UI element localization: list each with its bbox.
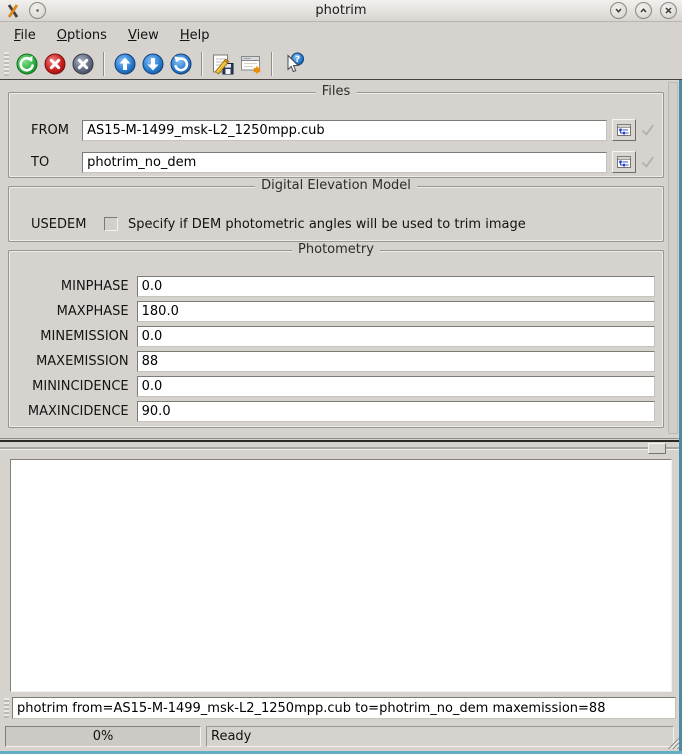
- whats-this-icon: [281, 52, 305, 76]
- minemission-label: MINEMISSION: [40, 328, 129, 344]
- toolbar: [0, 48, 682, 79]
- maxemission-label: MAXEMISSION: [36, 353, 129, 369]
- toolbar-separator: [271, 52, 273, 76]
- maxincidence-row: [17, 400, 655, 422]
- arrow-up-icon: [113, 52, 137, 76]
- minincidence-input[interactable]: [137, 376, 655, 397]
- from-label: FROM: [31, 122, 69, 138]
- reset-button[interactable]: [167, 50, 195, 78]
- arrow-down-icon: [141, 52, 165, 76]
- menu-view[interactable]: View: [127, 28, 159, 43]
- app-x11-icon: [5, 3, 21, 19]
- commandline-grip[interactable]: [4, 698, 9, 718]
- toolbar-separator: [103, 52, 105, 76]
- from-row: [31, 119, 657, 141]
- file-navigator-icon: [616, 154, 632, 170]
- to-row: [31, 151, 657, 173]
- minincidence-row: [17, 375, 655, 397]
- maxphase-label: MAXPHASE: [56, 303, 129, 319]
- menubar: [0, 23, 682, 48]
- minphase-label: MINPHASE: [60, 278, 129, 294]
- file-navigator-icon: [616, 122, 632, 138]
- whats-this-button[interactable]: [279, 50, 307, 78]
- save-log-button[interactable]: [209, 50, 237, 78]
- minimize-button[interactable]: [610, 2, 627, 19]
- window-menu-button[interactable]: [29, 2, 46, 19]
- titlebar[interactable]: [0, 0, 682, 22]
- svg-text:?: ?: [294, 54, 301, 65]
- maxphase-row: [17, 300, 655, 322]
- next-history-button[interactable]: [139, 50, 167, 78]
- close-window-button[interactable]: [660, 2, 677, 19]
- menu-help[interactable]: Help: [179, 28, 210, 43]
- chevron-down-icon: [613, 5, 624, 16]
- usedem-label: USEDEM: [31, 216, 87, 232]
- progress-bar: 0%: [5, 726, 201, 747]
- previous-history-button[interactable]: [111, 50, 139, 78]
- stop-icon: [43, 52, 67, 76]
- run-icon: [15, 52, 39, 76]
- commandline-zone: [0, 694, 682, 722]
- log-output[interactable]: [10, 459, 672, 692]
- maxemission-row: [17, 350, 655, 372]
- usedem-description: Specify if DEM photometric angles will be used to trim image: [128, 216, 526, 232]
- from-browse-button[interactable]: [612, 119, 637, 141]
- to-input[interactable]: [82, 152, 607, 173]
- log-zone: [0, 457, 682, 694]
- chevron-up-icon: [638, 5, 649, 16]
- run-button[interactable]: [13, 50, 41, 78]
- close-gui-button[interactable]: [69, 50, 97, 78]
- maxemission-input[interactable]: [137, 351, 655, 372]
- splitter-bar: [0, 440, 682, 442]
- dem-group: [8, 178, 664, 242]
- files-group: [8, 84, 664, 178]
- close-circle-icon: [71, 52, 95, 76]
- usedem-checkbox[interactable]: [104, 217, 118, 231]
- maxincidence-input[interactable]: [137, 401, 655, 422]
- splitter: [0, 439, 682, 457]
- dot-icon: [33, 6, 42, 15]
- status-message: Ready: [206, 726, 674, 747]
- window-title: photrim: [315, 3, 367, 18]
- maxincidence-label: MAXINCIDENCE: [27, 403, 129, 419]
- new-log-window-button[interactable]: [237, 50, 265, 78]
- minemission-input[interactable]: [137, 326, 655, 347]
- splitter-handle[interactable]: [648, 443, 666, 454]
- maximize-button[interactable]: [635, 2, 652, 19]
- minincidence-label: MININCIDENCE: [32, 378, 129, 394]
- dem-group-title: Digital Elevation Model: [255, 178, 417, 193]
- splitter-groove: [0, 447, 682, 449]
- statusbar: [0, 722, 682, 751]
- save-edit-icon: [211, 52, 235, 76]
- photometry-group: [8, 242, 664, 428]
- stop-button[interactable]: [41, 50, 69, 78]
- usedem-row: [31, 213, 657, 235]
- toolbar-grip[interactable]: [4, 52, 9, 76]
- from-valid-check-icon: [639, 121, 657, 139]
- parameter-scrollbar[interactable]: [668, 82, 678, 434]
- minphase-input[interactable]: [137, 276, 655, 297]
- close-icon: [663, 5, 674, 16]
- maxphase-input[interactable]: [137, 301, 655, 322]
- to-label: TO: [31, 154, 50, 170]
- to-browse-button[interactable]: [612, 151, 637, 173]
- window-asterisk-icon: [239, 52, 263, 76]
- minemission-row: [17, 325, 655, 347]
- commandline-input[interactable]: [12, 697, 676, 719]
- parameter-area: [0, 79, 682, 439]
- from-input[interactable]: [82, 120, 607, 141]
- to-valid-check-icon: [639, 153, 657, 171]
- redo-circle-icon: [169, 52, 193, 76]
- menu-options[interactable]: Options: [56, 28, 107, 43]
- files-group-title: Files: [316, 84, 357, 99]
- minphase-row: [17, 275, 655, 297]
- photometry-group-title: Photometry: [292, 242, 380, 257]
- toolbar-separator: [201, 52, 203, 76]
- menu-file[interactable]: File: [14, 28, 36, 43]
